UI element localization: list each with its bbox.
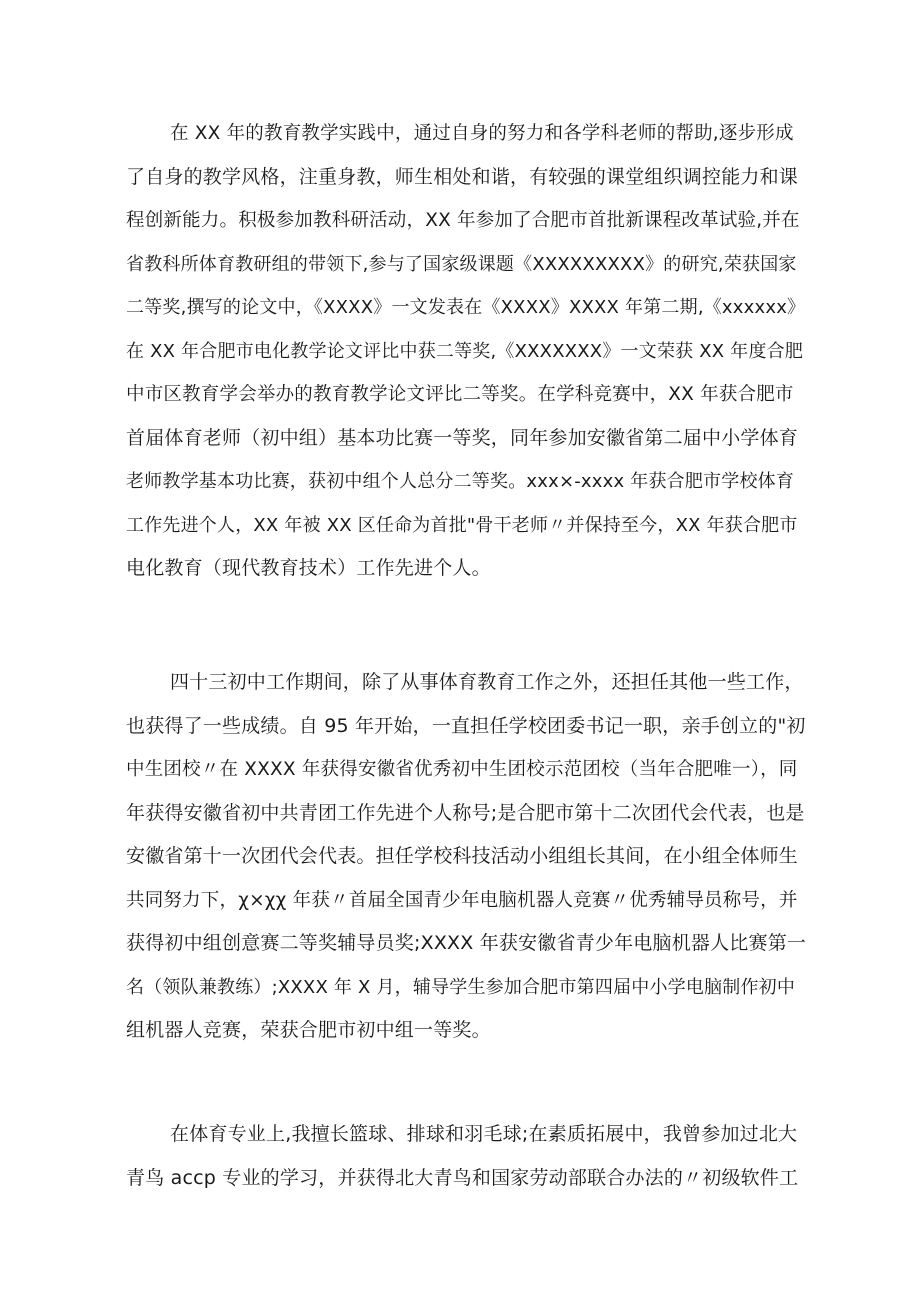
paragraph-line: 工作先进个人，XX 年被 XX 区任命为首批"骨干老师〃并保持至今，XX 年获合肥市 (126, 514, 798, 536)
paragraph-line: 获得初中组创意赛二等奖辅导员奖;XXXX 年获安徽省青少年电脑机器人比赛第一 (126, 932, 806, 954)
paragraph-line: 省教科所体育教研组的带领下,参与了国家级课题《XXXXXXXXX》的研究,荣获国家 (126, 253, 797, 275)
paragraph-line: 名（领队兼教练）;XXXX 年 X 月，辅导学生参加合肥市第四届中小学电脑制作初中 (126, 976, 796, 998)
paragraph-education-practice (126, 112, 806, 591)
paragraph-line: 共同努力下，χ×χχ 年获〃首届全国青少年电脑机器人竞赛〃优秀辅导员称号，并 (126, 889, 798, 911)
paragraph-line: 四十三初中工作期间，除了从事体育教育工作之外，还担任其他一些工作， (170, 671, 804, 693)
paragraph-line: 年获得安徽省初中共青团工作先进个人称号;是合肥市第十二次团代会代表，也是 (126, 801, 805, 824)
paragraph-line: 安徽省第十一次团代会代表。担任学校科技活动小组组长其间，在小组全体师生 (126, 845, 799, 867)
paragraph-line: 程创新能力。积极参加教科研活动，XX 年参加了合肥市首批新课程改革试验,并在 (126, 210, 800, 231)
paragraph-line: 中生团校〃在 XXXX 年获得安徽省优秀初中生团校示范团校（当年合肥唯一），同 (126, 759, 798, 780)
paragraph-line: 青鸟 accp 专业的学习，并获得北大青鸟和国家劳动部联合办法的〃初级软件工 (126, 1166, 799, 1189)
paragraph-line: 在 XX 年合肥市电化教学论文评比中获二等奖,《XXXXXXX》一文荣获 XX 年度合肥 (126, 340, 804, 362)
paragraph-line: 了自身的教学风格，注重身教，师生相处和谐，有较强的课堂组织调控能力和课 (126, 165, 799, 188)
paragraph-line: 电化教育（现代教育技术）工作先进个人。 (126, 557, 491, 579)
paragraph-line: 在 XX 年的教育教学实践中，通过自身的努力和各学科老师的帮助,逐步形成 (170, 123, 794, 144)
paragraph-sports-specialty (126, 1113, 806, 1200)
paragraph-line: 首届体育老师（初中组）基本功比赛一等奖，同年参加安徽省第二届中小学体育 (126, 426, 799, 449)
paragraph-line: 老师教学基本功比赛，获初中组个人总分二等奖。xxx×-xxxx 年获合肥市学校体育 (126, 471, 795, 492)
paragraph-school-work (126, 661, 806, 1053)
paragraph-line: 组机器人竞赛，荣获合肥市初中组一等奖。 (126, 1019, 491, 1041)
paragraph-line: 中市区教育学会举办的教育教学论文评比二等奖。在学科竞赛中，XX 年获合肥市 (126, 384, 794, 405)
paragraph-line: 在体育专业上,我擅长篮球、排球和羽毛球;在素质拓展中，我曾参加过北大 (170, 1123, 798, 1145)
paragraph-line: 二等奖,撰写的论文中，《XXXX》一文发表在《XXXX》XXXX 年第二期,《xxxxxx》 (126, 297, 806, 318)
paragraph-line: 也获得了一些成绩。自 95 年开始，一直担任学校团委书记一职，亲手创立的"初 (126, 714, 806, 737)
